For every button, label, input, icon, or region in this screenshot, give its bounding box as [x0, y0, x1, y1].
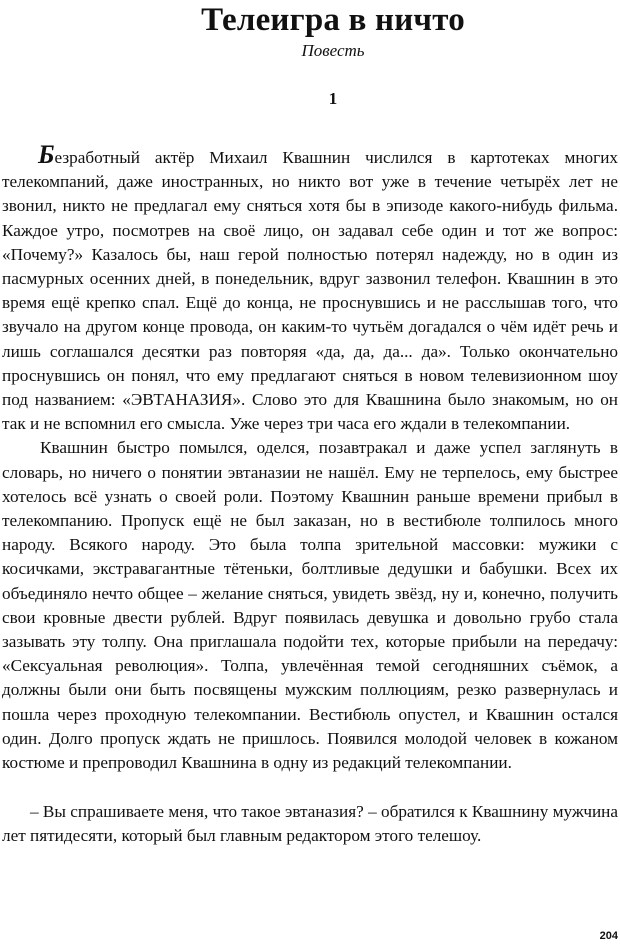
story-body: [2, 140, 618, 849]
story-title: Телеигра в ничто: [201, 2, 465, 38]
story-subtitle: Повесть: [301, 41, 365, 60]
paragraph-1-text: езработный актёр Михаил Квашнин числился в картотеках многих телекомпаний, даже иностранных, но никто вот уже в течение четырёх лет не звонил, никто не предлагал ему сняться хотя бы в эпизоде какого-нибудь фильма. Каждое утро, посмотрев на своё лицо, он задавал себе один и тот же вопрос: «Почему?» Казалось бы, наш герой полностью потерял надежду, но в один из пасмурных осенних дней, в понедельник, вдруг зазвонил телефон. Квашнин в это время ещё крепко спал. Ещё до конца, не проснувшись и не расслышав того, что звучало на другом конце провода, он каким-то чутьём догадался о чём идёт речь и лишь соглашался десятки раз повторяя «да, да, да... да». Только окончательно проснувшись он понял, что ему предлагают сняться в новом телевизионном шоу под названием: «ЭВТАНАЗИЯ». Слово это для Квашнина было знакомым, но он так и не вспомнил его смысла. Уже через три часа его ждали в телекомпании.: [2, 148, 618, 434]
chapter-number: 1: [328, 89, 338, 108]
paragraph-3: – Вы спрашиваете меня, что такое эвтаназия? – обратился к Квашнину мужчина лет пятидесяти, который был главным редактором этого телешоу.: [2, 802, 618, 846]
paragraph-2: Квашнин быстро помылся, оделся, позавтракал и даже успел заглянуть в словарь, но ничего о понятии эвтаназии не нашёл. Ему не терпелось, ему быстрее хотелось всё узнать о своей роли. Поэтому Квашнин раньше времени прибыл в телекомпанию. Пропуск ещё не был заказан, но в вестибюле толпилось много народу. Всякого народу. Это была толпа зрительной массовки: мужики с косичками, экстравагантные тётеньки, болтливые дедушки и бабушки. Всех их объединяло нечто общее – желание сняться, увидеть звёзд, ну и, конечно, получить свои кровные двести рублей. Вдруг появилась девушка и довольно грубо стала зазывать эту толпу. Она приглашала подойти тех, которые прибыли на передачу: «Сексуальная революция». Толпа, увлечённая темой сегодняшних съёмок, а должны были они быть посвящены мужским поллюциям, резко развернулась и пошла через проходную телекомпании. Вестибюль опустел, и Квашнин остался один. Долго пропуск ждать не пришлось. Появился молодой человек в кожаном костюме и препроводил Квашнина в одну из редакций телекомпании.: [2, 438, 618, 773]
page-number: 204: [599, 930, 618, 942]
drop-cap: Б: [38, 140, 55, 169]
paragraph-1: [2, 140, 618, 436]
